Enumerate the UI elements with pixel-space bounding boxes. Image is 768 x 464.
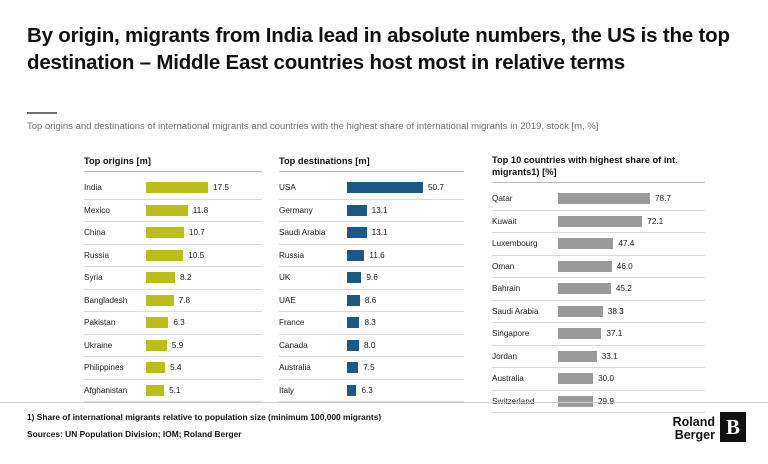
bar [146,317,168,328]
footer-divider [0,402,768,403]
bar-track [146,335,262,357]
bar-row [84,222,262,244]
bar-category-label: Singapore [492,329,530,339]
bar [347,317,359,328]
bar-rows-top-origins [84,177,262,402]
bar-category-label: UAE [279,295,296,305]
bar [558,351,597,362]
bar-value-label: 78.7 [655,194,671,204]
bar-track [347,267,464,289]
bar-value-label: 46.0 [616,261,633,271]
bar-value-label: 13.1 [371,228,388,238]
page-title: By origin, migrants from India lead in absolute numbers, the US is the top destination – Middle East countries host most in relative terms [27,24,730,74]
bar [558,306,603,317]
bar-value-label: 50.7 [428,183,444,193]
bar-track [347,200,464,222]
bar-value-label: 5.9 [171,340,184,350]
bar-row [279,312,464,334]
bar-category-label: Australia [492,374,524,384]
bar-row [84,357,262,379]
page-subtitle: Top origins and destinations of international migrants and countries with the highest share of international migrants in 2019, stock [m, %] [27,121,599,132]
bar-row [84,335,262,357]
logo-text [673,416,715,442]
bar-row [279,200,464,222]
bar-rows-top-destinations [279,177,464,402]
bar-value-label: 5.4 [170,363,182,373]
sources: Sources: UN Population Division; IOM; Roland Berger [27,429,242,439]
bar [558,328,601,339]
bar-category-label: Germany [279,205,313,215]
bar-row [84,177,262,199]
bar-row [492,211,705,233]
bar-category-label: Mexico [84,205,110,215]
bar-category-label: Italy [279,385,295,395]
logo-line-1: Roland [672,415,715,429]
bar [146,227,184,238]
chart-title-top-destinations: Top destinations [m] [279,156,370,166]
bar-row [84,312,262,334]
bar-row [492,346,705,368]
bar-category-label: Ukraine [84,340,113,350]
chart-panel-top-destinations [279,155,464,402]
bar-track [558,233,705,255]
bar-track [146,222,262,244]
bar-value-label: 5.1 [169,385,181,395]
bar-row [84,200,262,222]
bar-value-label: 72.1 [647,216,664,226]
bar-category-label: Saudi Arabia [279,228,326,238]
bar-row [279,222,464,244]
bar-value-label: 10.5 [188,250,205,260]
bar-value-label: 8.6 [364,295,377,305]
bar-track [347,177,464,199]
bar-category-label: Bangladesh [84,295,128,305]
bar-value-label: 17.5 [213,183,229,193]
footnote: 1) Share of international migrants relative to population size (minimum 100,000 migrants) [27,412,382,422]
panel-divider [492,182,705,183]
bar-value-label: 13.1 [371,205,388,215]
bar-value-label: 7.8 [178,295,191,305]
bar-track [146,290,262,312]
bar-row [492,233,705,255]
bar-track [347,312,464,334]
bar [347,295,360,306]
bar [558,238,613,249]
bar-category-label: Saudi Arabia [492,306,539,316]
bar [146,385,164,396]
bar-category-label: Russia [84,250,110,260]
bar-track [347,357,464,379]
bar-category-label: India [84,183,102,193]
bar-category-label: Luxembourg [492,239,538,249]
bar-value-label: 47.4 [618,239,635,249]
bar [347,227,367,238]
bar-category-label: Jordan [492,351,518,361]
bar-track [347,222,464,244]
bar-track [558,211,705,233]
bar [347,362,358,373]
bar-category-label: Australia [279,363,311,373]
bar [558,261,612,272]
bar-value-label: 33.1 [601,351,618,361]
bar-track [146,245,262,267]
bar-category-label: China [84,228,106,238]
bar-category-label: Afghanistan [84,385,128,395]
bar-track [347,245,464,267]
bar [146,182,208,193]
bar [347,205,367,216]
bar-row [279,267,464,289]
bar-value-label: 11.8 [192,205,209,215]
bar-value-label: 45.2 [615,284,632,294]
chart-title-highest-share: Top 10 countries with highest share of int. migrants1) [%] [492,155,678,177]
top-margin [0,0,768,6]
bar-value-label: 8.0 [363,340,376,350]
bar [347,272,361,283]
panel-divider [84,171,262,172]
bar [347,182,423,193]
bar-track [146,357,262,379]
bar-track [558,278,705,300]
bar-category-label: France [279,318,305,328]
bar [146,295,174,306]
chart-panel-top-origins [84,155,262,402]
bar-row [84,290,262,312]
bar-row [84,245,262,267]
bar-row [492,278,705,300]
bar-track [558,346,705,368]
bar [347,250,364,261]
bar-category-label: Qatar [492,194,513,204]
chart-panel-highest-share [492,155,705,413]
bar [146,362,165,373]
bar-category-label: USA [279,183,296,193]
bar-track [146,177,262,199]
bar-row [279,335,464,357]
bar-track [558,256,705,278]
bar-track [347,380,464,402]
bar [146,272,175,283]
bar-track [146,200,262,222]
bar [558,283,611,294]
title-rule [27,112,57,114]
bar [558,216,642,227]
bar [146,340,167,351]
bar-row [492,368,705,390]
logo-line-2: Berger [674,428,715,442]
bar-category-label: Philippines [84,363,124,373]
bar-track [558,188,705,210]
bar-row [279,380,464,402]
bar-track [146,380,262,402]
bar-track [558,301,705,323]
bar-value-label: 37.1 [606,329,623,339]
bar-category-label: Russia [279,250,305,260]
bar-category-label: Syria [84,273,103,283]
bar-value-label: 9.6 [366,273,378,283]
bar-category-label: Oman [492,261,515,271]
bar-row [492,188,705,210]
bar-track [558,323,705,345]
bar-track [347,290,464,312]
bar-row [279,357,464,379]
bar-track [146,267,262,289]
bar-category-label: Canada [279,340,308,350]
bar-row [492,256,705,278]
bar-value-label: 8.2 [180,273,192,283]
bar-track [146,312,262,334]
bar [558,373,593,384]
bar-value-label: 38.3 [607,306,624,316]
bar-category-label: Pakistan [84,318,116,328]
bar-value-label: 10.7 [188,228,205,238]
bar-rows-highest-share [492,188,705,413]
bar-category-label: UK [279,273,291,283]
logo-mark-icon: B [720,412,746,442]
bar-row [84,267,262,289]
bar [347,385,356,396]
bar [146,205,188,216]
bar-row [279,177,464,199]
bar-category-label: Kuwait [492,216,517,226]
bar-value-label: 11.6 [369,250,385,260]
bar-value-label: 6.3 [361,385,373,395]
bar-row [279,245,464,267]
bar [146,250,183,261]
bar-category-label: Bahrain [492,284,521,294]
bar-track [558,368,705,390]
bar-value-label: 30.0 [598,374,614,384]
roland-berger-logo [673,412,746,442]
bar-value-label: 8.3 [364,318,376,328]
chart-title-top-origins: Top origins [m] [84,156,151,166]
bar-value-label: 6.3 [173,318,185,328]
bar-row [492,323,705,345]
bar-row [84,380,262,402]
bar-value-label: 7.5 [363,363,375,373]
bar-track [347,335,464,357]
bar [347,340,359,351]
bar [558,193,650,204]
bar-row [279,290,464,312]
bar-row [492,301,705,323]
panel-divider [279,171,464,172]
